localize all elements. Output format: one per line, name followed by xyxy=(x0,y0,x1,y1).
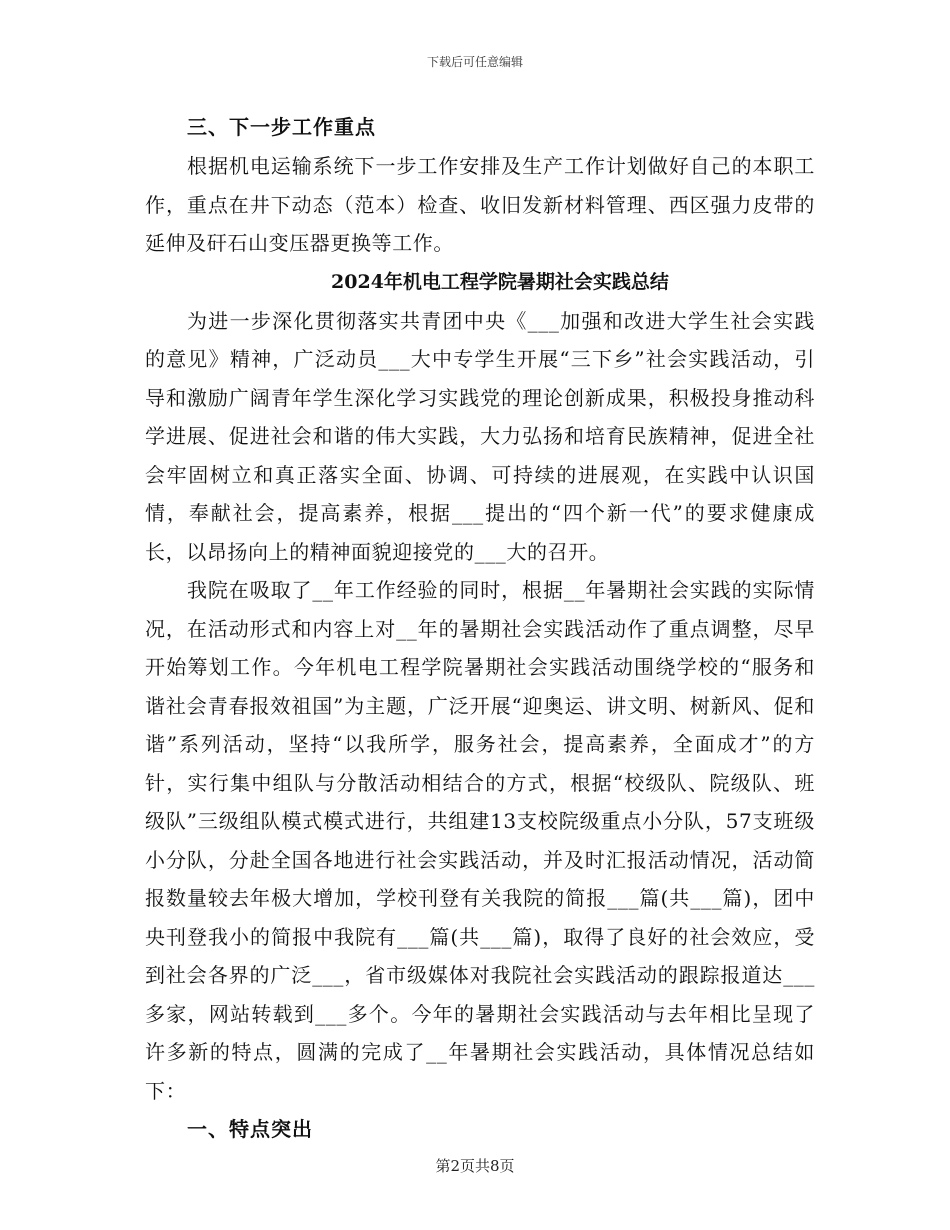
page-indicator: 第2页共8页 xyxy=(435,1157,515,1175)
paragraph-summary: 我院在吸取了__年工作经验的同时，根据__年暑期社会实践的实际情况，在活动形式和内容上对__年的暑期社会实践活动作了重点调整，尽早开始筹划工作。今年机电工程学院暑期社会实践活动围绕学校的“服务和谐社会青春报效祖国”为主题，广泛开展“迎奥运、讲文明、树新风、促和谐”系列活动，坚持“以我所学，服务社会，提高素养，全面成才”的方针，实行集中组队与分散活动相结合的方式，根据“校级队、院级队、班级队”三级组队模式模式进行，共组建13支校院级重点小分队，57支班级小分队，分赴全国各地进行社会实践活动，并及时汇报活动情况，活动简报数量较去年极大增加，学校刊登有关我院的简报___篇(共___篇)，团中央刊登我小的简报中我院有___篇(共___篇)，取得了良好的社会效应，受到社会各界的广泛___，省市级媒体对我院社会实践活动的跟踪报道达___多家，网站转载到___多个。今年的暑期社会实践活动与去年相比呈现了许多新的特点，圆满的完成了__年暑期社会实践活动，具体情况总结如下： xyxy=(145,578,815,1103)
paragraph-intro: 为进一步深化贯彻落实共青团中央《___加强和改进大学生社会实践的意见》精神，广泛动员___大中专学生开展“三下乡”社会实践活动，引导和激励广阔青年学生深化学习实践党的理论创新成果，积极投身推动科学进展、促进社会和谐的伟大实践，大力弘扬和培育民族精神，促进全社会牢固树立和真正落实全面、协调、可持续的进展观，在实践中认识国情，奉献社会，提高素养，根据___提出的“四个新一代”的要求健康成长，以昂扬向上的精神面貌迎接党的___大的召开。 xyxy=(145,308,815,564)
header-note: 下载后可任意编辑 xyxy=(426,55,523,69)
article-title: 2024年机电工程学院暑期社会实践总结 xyxy=(331,270,669,293)
document-body xyxy=(145,108,815,1149)
paragraph-next-steps: 根据机电运输系统下一步工作安排及生产工作计划做好自己的本职工作，重点在井下动态（范本）检查、收旧发新材料管理、西区强力皮带的延伸及矸石山变压器更换等工作。 xyxy=(145,154,815,255)
section-heading-next-steps: 三、下一步工作重点 xyxy=(187,115,376,139)
section-heading-features: 一、特点突出 xyxy=(187,1117,313,1141)
